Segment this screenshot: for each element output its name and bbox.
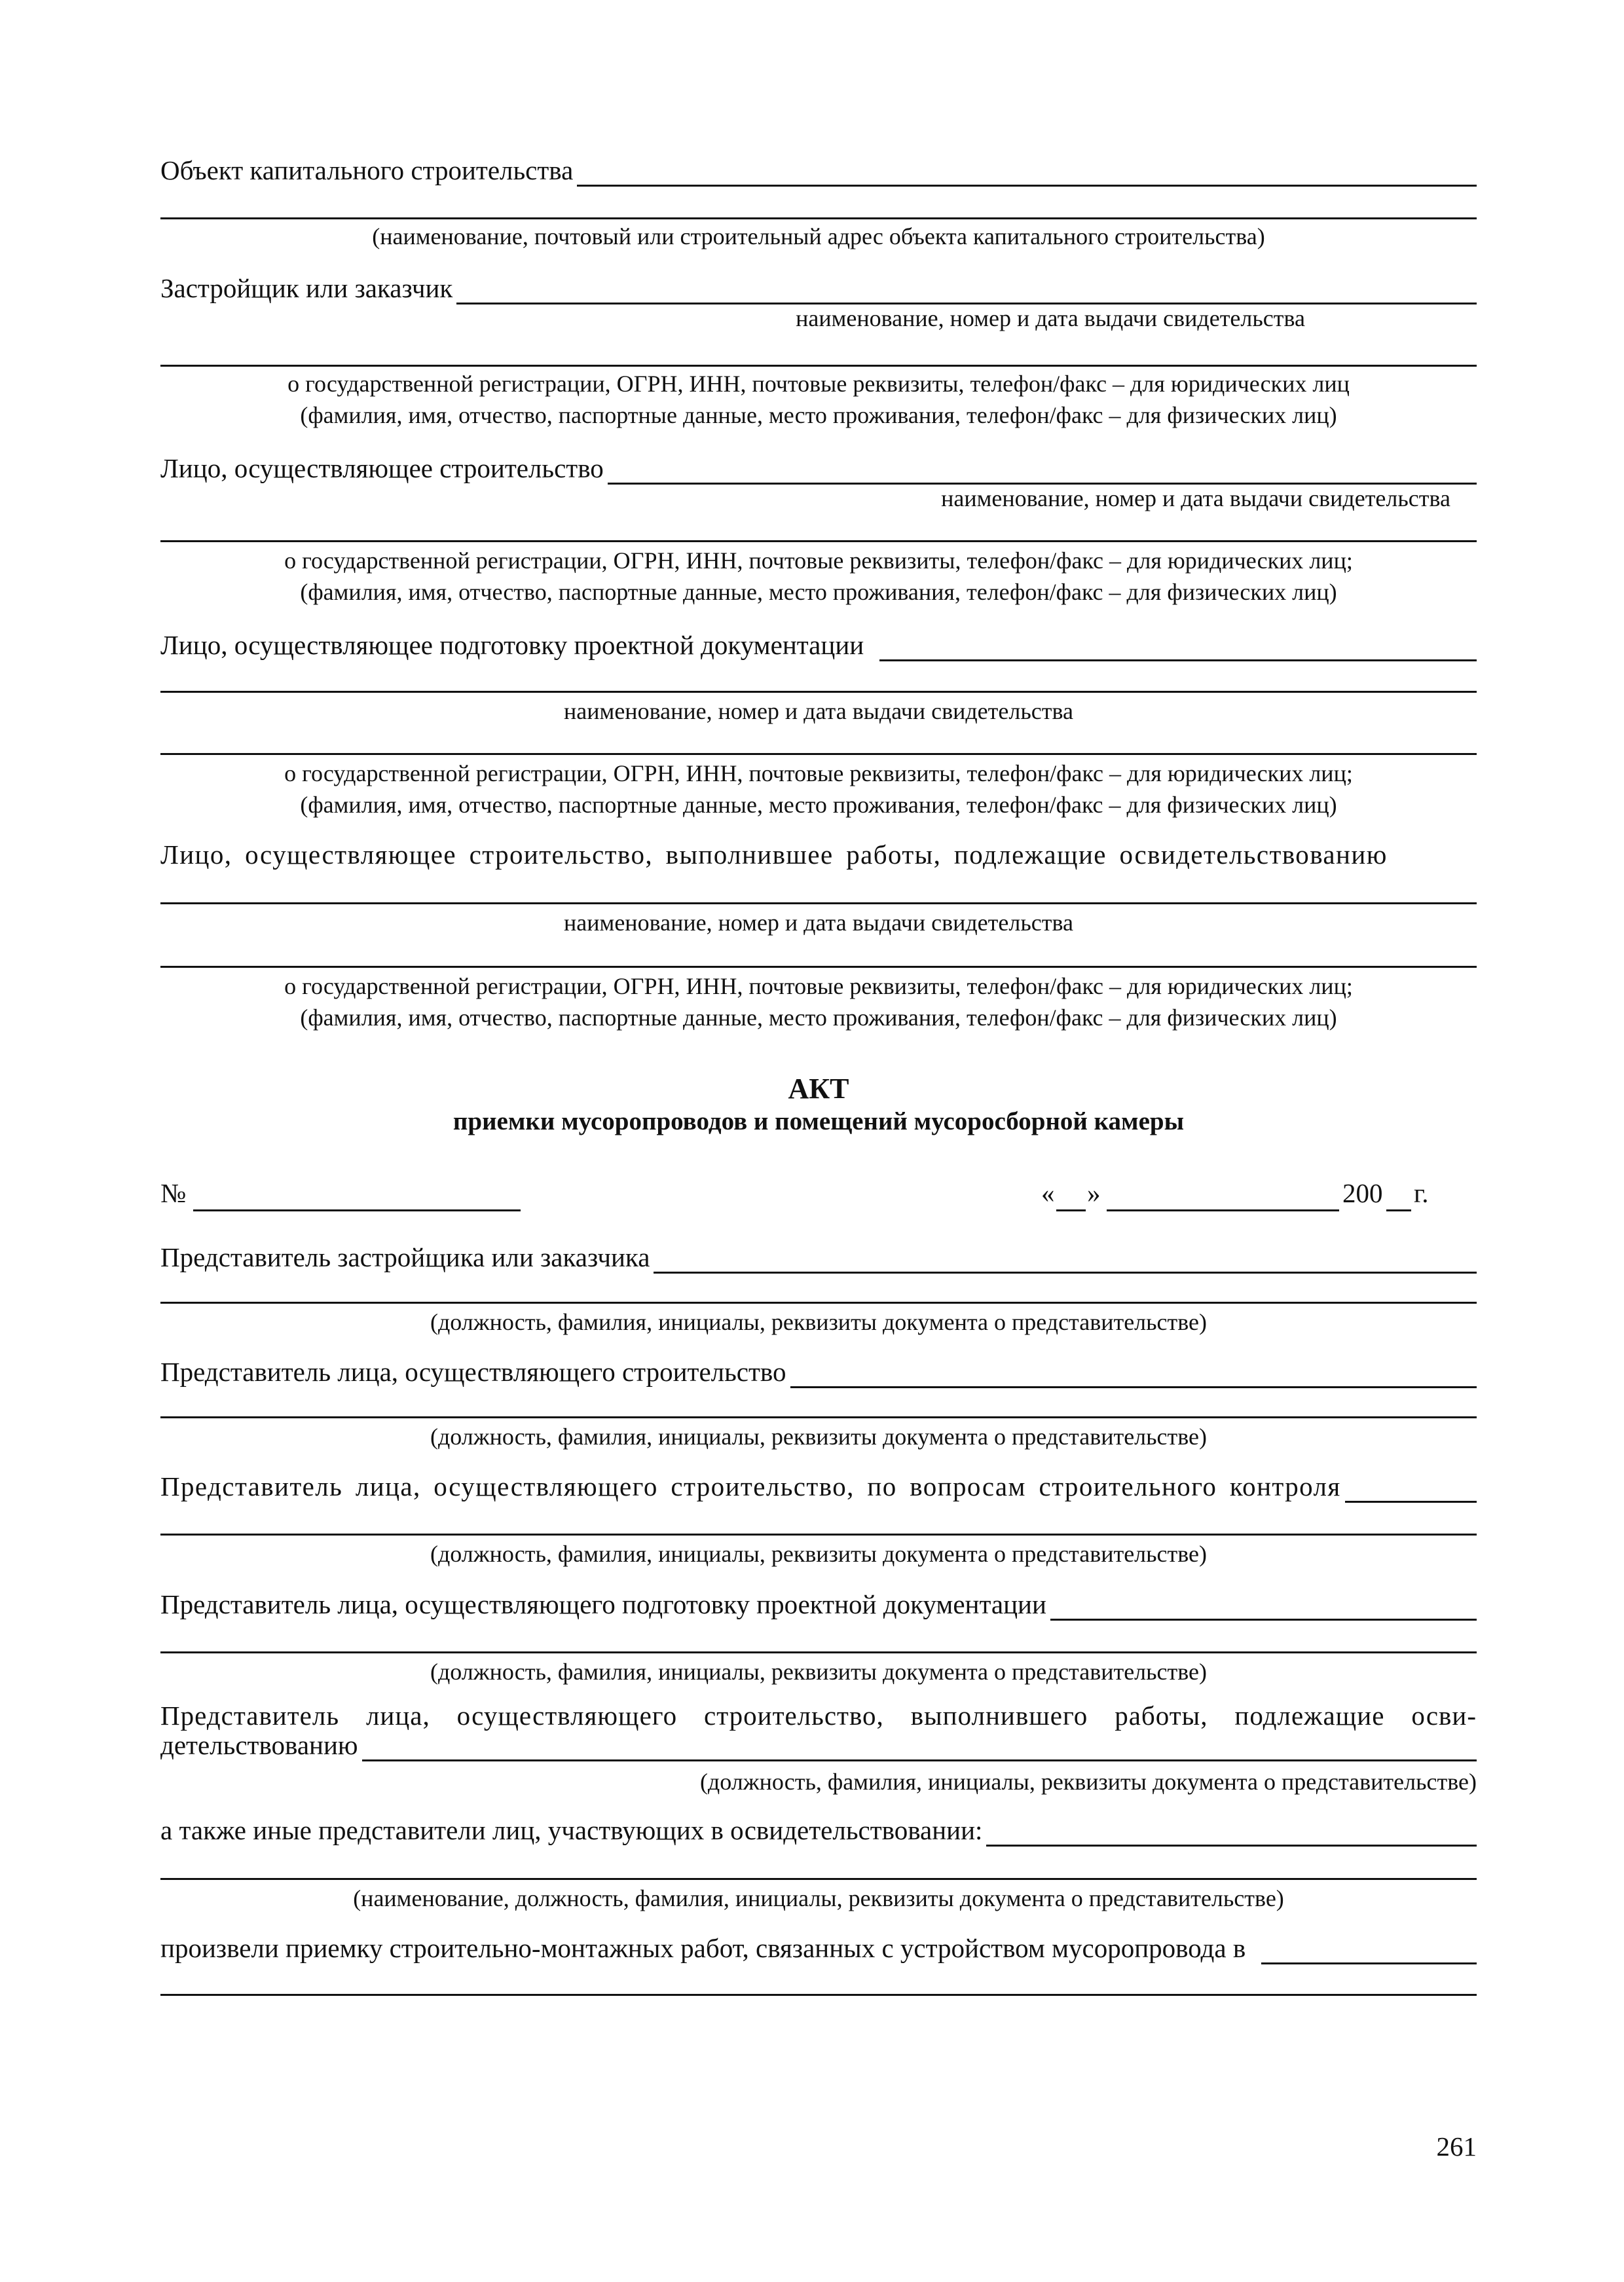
- object-input-line[interactable]: [577, 156, 1477, 187]
- contractor-line-2[interactable]: [160, 966, 1477, 968]
- control-rep-input-line[interactable]: [1345, 1472, 1477, 1503]
- contractor-rep-input-line[interactable]: [362, 1731, 1477, 1761]
- designer-rep-label: Представитель лица, осуществляющего подготовку проектной документации: [160, 1589, 1046, 1619]
- date-day-input-line[interactable]: [1056, 1209, 1086, 1211]
- acceptance-input-line[interactable]: [1261, 1934, 1477, 1964]
- contractor-label: Лицо, осуществляющее строительство, выполнившее работы, подлежащие освидетельствованию: [160, 839, 1388, 870]
- builder-rep-input-line[interactable]: [790, 1357, 1477, 1388]
- acceptance-field: [160, 1925, 1477, 1964]
- designer-person-caption: (фамилия, имя, отчество, паспортные данные, место проживания, телефон/факс – для физических лиц): [300, 792, 1337, 818]
- developer-rep-caption: (должность, фамилия, инициалы, реквизиты документа о представительстве): [430, 1309, 1208, 1335]
- designer-rep-caption: (должность, фамилия, инициалы, реквизиты документа о представительстве): [430, 1659, 1208, 1685]
- designer-rep-line-2[interactable]: [160, 1651, 1477, 1653]
- designer-reg-caption: о государственной регистрации, ОГРН, ИНН, почтовые реквизиты, телефон/факс – для юридических лиц;: [284, 760, 1353, 786]
- object-line-2[interactable]: [160, 217, 1477, 219]
- builder-field: [160, 445, 1477, 485]
- date-month-input-line[interactable]: [1107, 1209, 1339, 1211]
- act-number-input-line[interactable]: [193, 1209, 521, 1211]
- others-field: [160, 1807, 1477, 1847]
- contractor-field: [160, 832, 1477, 871]
- designer-input-line[interactable]: [879, 631, 1477, 661]
- act-number-date-row: [160, 1172, 1477, 1211]
- contractor-reg-caption: о государственной регистрации, ОГРН, ИНН, почтовые реквизиты, телефон/факс – для юридических лиц;: [284, 973, 1353, 999]
- developer-label: Застройщик или заказчик: [160, 273, 453, 303]
- date-year-input-line[interactable]: [1386, 1209, 1411, 1211]
- act-subtitle: приемки мусоропроводов и помещений мусоросборной камеры: [452, 1107, 1185, 1135]
- contractor-rep-caption: (должность, фамилия, инициалы, реквизиты документа о представительстве): [699, 1769, 1477, 1795]
- page-number: 261: [1436, 2131, 1477, 2162]
- developer-cert-caption: наименование, номер и дата выдачи свидетельства: [796, 305, 1305, 331]
- designer-field: [160, 622, 1477, 661]
- act-title: АКТ: [788, 1073, 849, 1105]
- contractor-rep-line1: Представитель лица, осуществляющего строительство, выполнившего работы, подлежащие осви-: [160, 1701, 1477, 1731]
- contractor-cert-caption: наименование, номер и дата выдачи свидетельства: [564, 910, 1073, 936]
- contractor-line-1[interactable]: [160, 902, 1477, 904]
- builder-person-caption: (фамилия, имя, отчество, паспортные данные, место проживания, телефон/факс – для физических лиц): [300, 579, 1337, 605]
- contractor-person-caption: (фамилия, имя, отчество, паспортные данные, место проживания, телефон/факс – для физических лиц): [300, 1004, 1337, 1031]
- date-quote-open: «: [1041, 1178, 1055, 1208]
- builder-line-2[interactable]: [160, 540, 1477, 542]
- designer-label: Лицо, осуществляющее подготовку проектной документации: [160, 630, 864, 660]
- builder-rep-label: Представитель лица, осуществляющего строительство: [160, 1357, 786, 1387]
- contractor-rep-line2: детельствованию: [160, 1730, 358, 1760]
- developer-rep-input-line[interactable]: [654, 1243, 1477, 1274]
- date-quote-close: »: [1087, 1178, 1101, 1208]
- object-caption: (наименование, почтовый или строительный адрес объекта капитального строительства): [372, 223, 1265, 249]
- developer-rep-label: Представитель застройщика или заказчика: [160, 1242, 650, 1272]
- builder-rep-line-2[interactable]: [160, 1416, 1477, 1418]
- acceptance-text: произвели приемку строительно-монтажных работ, связанных с устройством мусоропровода в: [160, 1933, 1246, 1963]
- builder-cert-caption: наименование, номер и дата выдачи свидетельства: [941, 485, 1450, 511]
- developer-reg-caption: о государственной регистрации, ОГРН, ИНН, почтовые реквизиты, телефон/факс – для юридических лиц: [287, 371, 1350, 397]
- developer-person-caption: (фамилия, имя, отчество, паспортные данные, место проживания, телефон/факс – для физических лиц): [300, 402, 1337, 428]
- developer-rep-line-2[interactable]: [160, 1302, 1477, 1304]
- control-rep-line-2[interactable]: [160, 1534, 1477, 1536]
- object-field: [160, 147, 1477, 187]
- others-input-line[interactable]: [986, 1816, 1477, 1847]
- designer-rep-input-line[interactable]: [1050, 1590, 1477, 1621]
- designer-cert-caption: наименование, номер и дата выдачи свидетельства: [564, 698, 1073, 724]
- developer-field: [160, 265, 1477, 304]
- object-label: Объект капитального строительства: [160, 155, 574, 185]
- developer-rep-field: [160, 1234, 1477, 1274]
- builder-label: Лицо, осуществляющее строительство: [160, 453, 604, 483]
- number-sign: №: [160, 1178, 187, 1208]
- developer-input-line[interactable]: [456, 274, 1477, 304]
- developer-line-2[interactable]: [160, 365, 1477, 367]
- contractor-rep-field: [160, 1722, 1477, 1761]
- designer-line-3[interactable]: [160, 753, 1477, 755]
- builder-input-line[interactable]: [608, 454, 1477, 485]
- control-rep-label: Представитель лица, осуществляющего строительство, по вопросам строительного контроля: [160, 1471, 1341, 1501]
- control-rep-field: [160, 1463, 1477, 1503]
- control-rep-caption: (должность, фамилия, инициалы, реквизиты документа о представительстве): [430, 1541, 1208, 1567]
- others-line-2[interactable]: [160, 1878, 1477, 1880]
- designer-rep-field: [160, 1581, 1477, 1621]
- others-caption: (наименование, должность, фамилия, инициалы, реквизиты документа о представительстве): [353, 1885, 1284, 1911]
- designer-line-2[interactable]: [160, 691, 1477, 693]
- builder-rep-field: [160, 1349, 1477, 1388]
- date-year-prefix: 200: [1342, 1178, 1383, 1208]
- others-label: а также иные представители лиц, участвующих в освидетельствовании:: [160, 1815, 983, 1845]
- builder-rep-caption: (должность, фамилия, инициалы, реквизиты документа о представительстве): [430, 1424, 1208, 1450]
- date-year-suffix: г.: [1414, 1178, 1429, 1208]
- acceptance-line-2[interactable]: [160, 1994, 1477, 1996]
- builder-reg-caption: о государственной регистрации, ОГРН, ИНН, почтовые реквизиты, телефон/факс – для юридических лиц;: [284, 547, 1353, 574]
